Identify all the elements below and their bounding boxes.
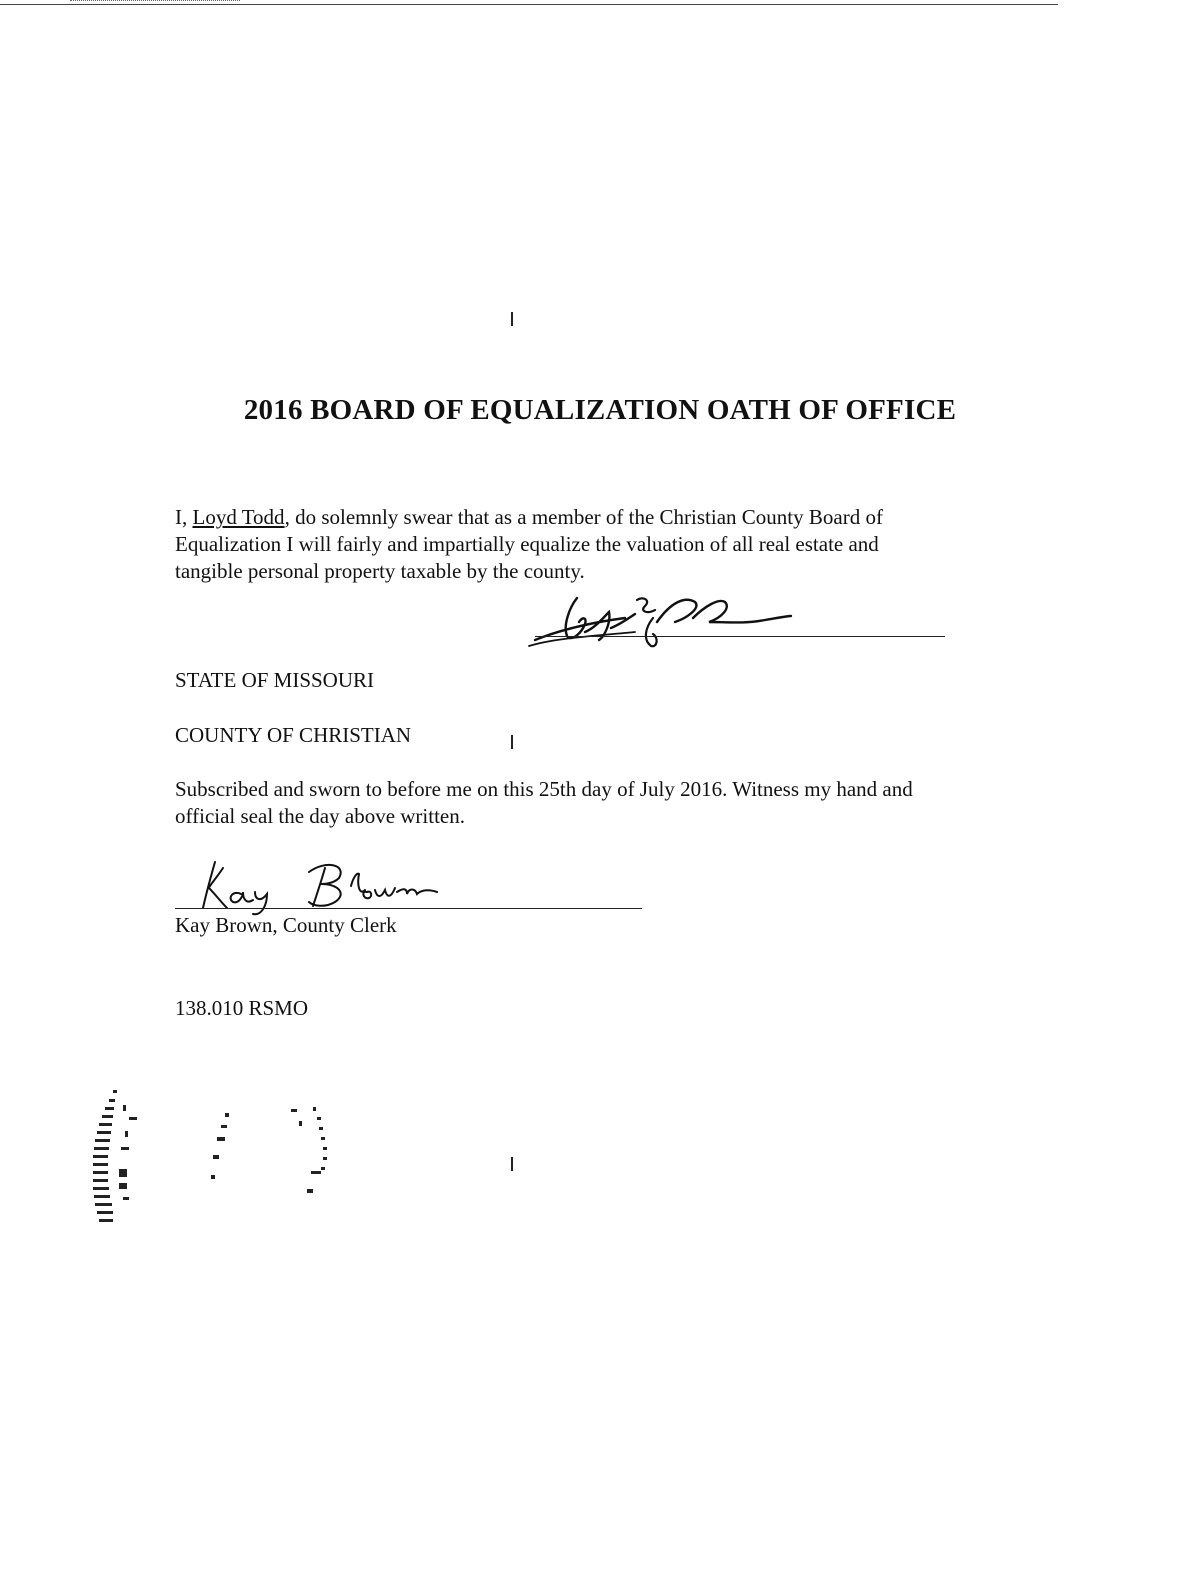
- scan-top-rule-fragment: [70, 0, 240, 4]
- state-line: STATE OF MISSOURI: [175, 668, 375, 692]
- document-title: 2016 BOARD OF EQUALIZATION OATH OF OFFICE: [243, 394, 957, 426]
- sworn-line-2: official seal the day above written.: [175, 804, 466, 828]
- oath-prefix: I,: [175, 505, 193, 529]
- clerk-signature-line: [175, 908, 642, 909]
- scan-artifact-mark: [511, 735, 513, 749]
- scan-artifact-mark: [511, 1157, 513, 1171]
- scan-artifact-mark: [511, 312, 513, 326]
- member-signature: [525, 588, 805, 660]
- oath-line-1-rest: , do solemnly swear that as a member of the Christian County Board of: [284, 505, 883, 529]
- clerk-caption: Kay Brown, County Clerk: [175, 913, 397, 937]
- sworn-line-1: Subscribed and sworn to before me on this 25th day of July 2016. Witness my hand and: [175, 777, 913, 801]
- oath-line-3: tangible personal property taxable by the county.: [175, 559, 585, 583]
- embossed-seal-marks: [85, 1085, 345, 1235]
- member-signature-line: [535, 636, 945, 637]
- oath-line-1: [175, 504, 1035, 531]
- member-name: Loyd Todd: [192, 505, 285, 529]
- scan-top-rule: [0, 4, 1058, 5]
- statute-reference: 138.010 RSMO: [175, 996, 309, 1020]
- county-line: COUNTY OF CHRISTIAN: [175, 723, 412, 747]
- oath-line-2: Equalization I will fairly and impartially equalize the valuation of all real estate and: [175, 532, 879, 556]
- clerk-signature: [175, 858, 475, 918]
